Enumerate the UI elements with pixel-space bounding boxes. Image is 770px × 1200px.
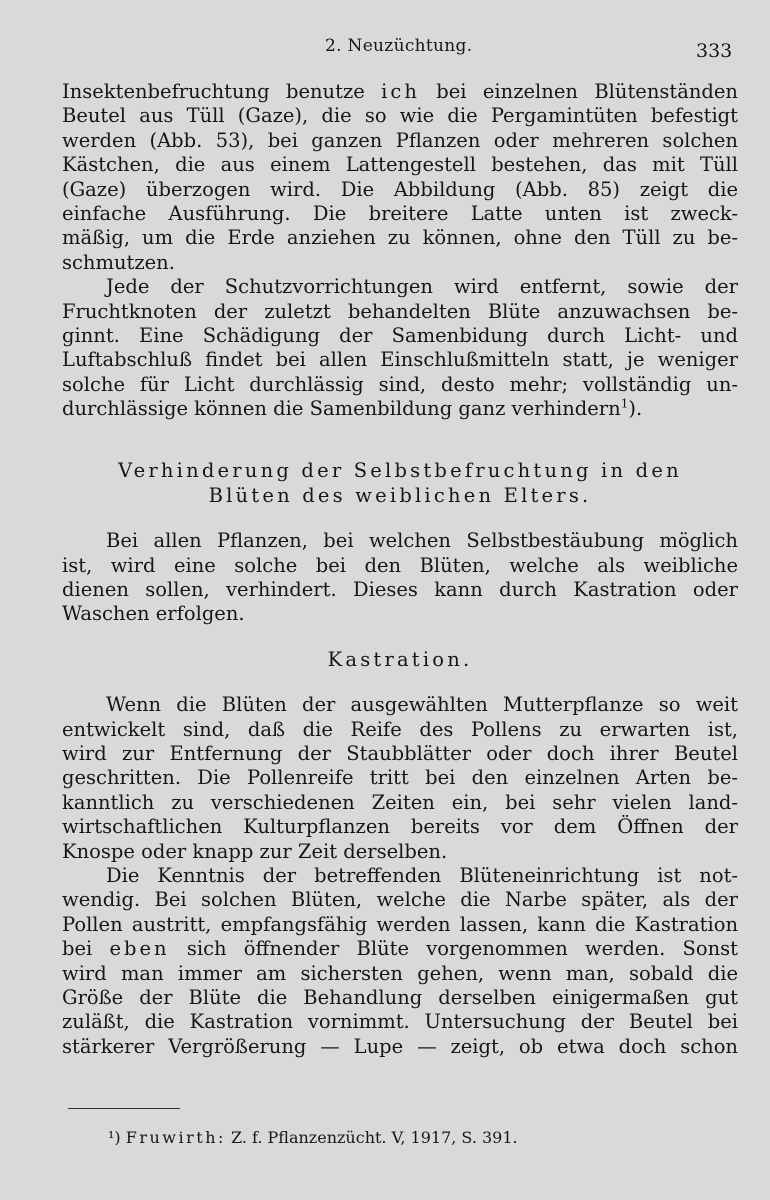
paragraph-protective-devices xyxy=(62,275,738,421)
section-heading-line: Verhinderung der Selbstbefruchtung in den xyxy=(118,459,682,483)
text-line: (Gaze) überzogen wird. Die Abbildung (Abb. 85) zeigt die xyxy=(62,177,738,201)
text-line: Wenn die Blüten der ausgewählten Mutterpflanze so weit xyxy=(106,693,738,717)
text-line: schmutzen. xyxy=(62,250,175,274)
text-line: Fruchtknoten der zuletzt behandelten Blüte anzuwachsen be- xyxy=(62,299,738,323)
text-line: mäßig, um die Erde anziehen zu können, ohne den Tüll zu be- xyxy=(62,226,738,250)
text-line: Knospe oder knapp zur Zeit derselben. xyxy=(62,839,448,863)
text-line: Jede der Schutzvorrichtungen wird entfernt, sowie der xyxy=(106,275,738,299)
section-heading-prevention xyxy=(62,459,738,508)
section-heading-line: Blüten des weiblichen Elters. xyxy=(208,483,592,507)
text-line: dienen sollen, verhindert. Dieses kann durch Kastration oder xyxy=(62,578,738,602)
text-line: stärkerer Vergrößerung — Lupe — zeigt, ob etwa doch schon xyxy=(62,1034,738,1058)
text-line: Größe der Blüte die Behandlung derselben einigermaßen gut xyxy=(62,985,738,1009)
text-line: Die Kenntnis der betreffenden Blüteneinrichtung ist not- xyxy=(106,863,738,887)
text-line: Waschen erfolgen. xyxy=(62,602,245,626)
footnote-reference: 1 xyxy=(620,397,629,411)
paragraph-castration-timing xyxy=(62,693,738,864)
text-line: zuläßt, die Kastration vornimmt. Untersuchung der Beutel bei xyxy=(62,1010,738,1034)
text-line: wirtschaftlichen Kulturpflanzen bereits vor dem Öffnen der xyxy=(62,815,738,839)
text-line: durchlässige können die Samenbildung ganz verhindern$^1$). xyxy=(62,397,643,421)
paragraph-insect-pollination xyxy=(62,80,738,275)
text-line: solche für Licht durchlässig sind, desto mehr; vollständig un- xyxy=(62,372,738,396)
section-heading-castration: Kastration. xyxy=(327,647,473,671)
text-line: Bei allen Pflanzen, bei welchen Selbstbestäubung möglich xyxy=(106,529,738,553)
footnote-author: Fruwirth: xyxy=(125,1128,226,1147)
page-header xyxy=(0,36,770,66)
footnote-divider xyxy=(68,1108,180,1109)
text-line: Kästchen, die aus einem Lattengestell bestehen, das mit Tüll xyxy=(62,153,738,177)
paragraph-self-pollination xyxy=(62,529,738,627)
paragraph-flower-knowledge xyxy=(62,864,738,1059)
text-line: ginnt. Eine Schädigung der Samenbidung durch Licht- und xyxy=(62,323,738,347)
text-line: Luftabschluß findet bei allen Einschlußmitteln statt, je weniger xyxy=(62,348,738,372)
text-line: bei eben sich öffnender Blüte vorgenommen werden. Sonst xyxy=(62,937,738,961)
text-line: entwickelt sind, daß die Reife des Pollens zu erwarten ist, xyxy=(62,717,738,741)
text-line: wird zur Entfernung der Staubblätter oder doch ihrer Beutel xyxy=(62,742,738,766)
text-line: werden (Abb. 53), bei ganzen Pflanzen oder mehreren solchen xyxy=(62,128,738,152)
footnote-marker: ¹) xyxy=(108,1128,121,1147)
footnote xyxy=(108,1128,518,1147)
text-line: Pollen austritt, empfangsfähig werden lassen, kann die Kastration xyxy=(62,912,738,936)
running-head: 2. Neuzüchtung. xyxy=(325,36,473,56)
text-line: ist, wird eine solche bei den Blüten, welche als weibliche xyxy=(62,553,738,577)
page-body xyxy=(62,80,738,1059)
text-line: wendig. Bei solchen Blüten, welche die Narbe später, als der xyxy=(62,888,738,912)
text-line: wird man immer am sichersten gehen, wenn man, sobald die xyxy=(62,961,738,985)
footnote-citation: Z. f. Pflanzenzücht. V, 1917, S. 391. xyxy=(230,1128,518,1147)
page-number: 333 xyxy=(696,40,733,62)
text-line: kanntlich zu verschiedenen Zeiten ein, bei sehr vielen land- xyxy=(62,790,738,814)
text-line: geschritten. Die Pollenreife tritt bei den einzelnen Arten be- xyxy=(62,766,738,790)
text-line: Insektenbefruchtung benutze ich bei einzelnen Blütenständen xyxy=(62,80,738,103)
text-line: Beutel aus Tüll (Gaze), die so wie die Pergamintüten befestigt xyxy=(62,104,738,128)
text-line: einfache Ausführung. Die breitere Latte unten ist zweck- xyxy=(62,201,738,225)
